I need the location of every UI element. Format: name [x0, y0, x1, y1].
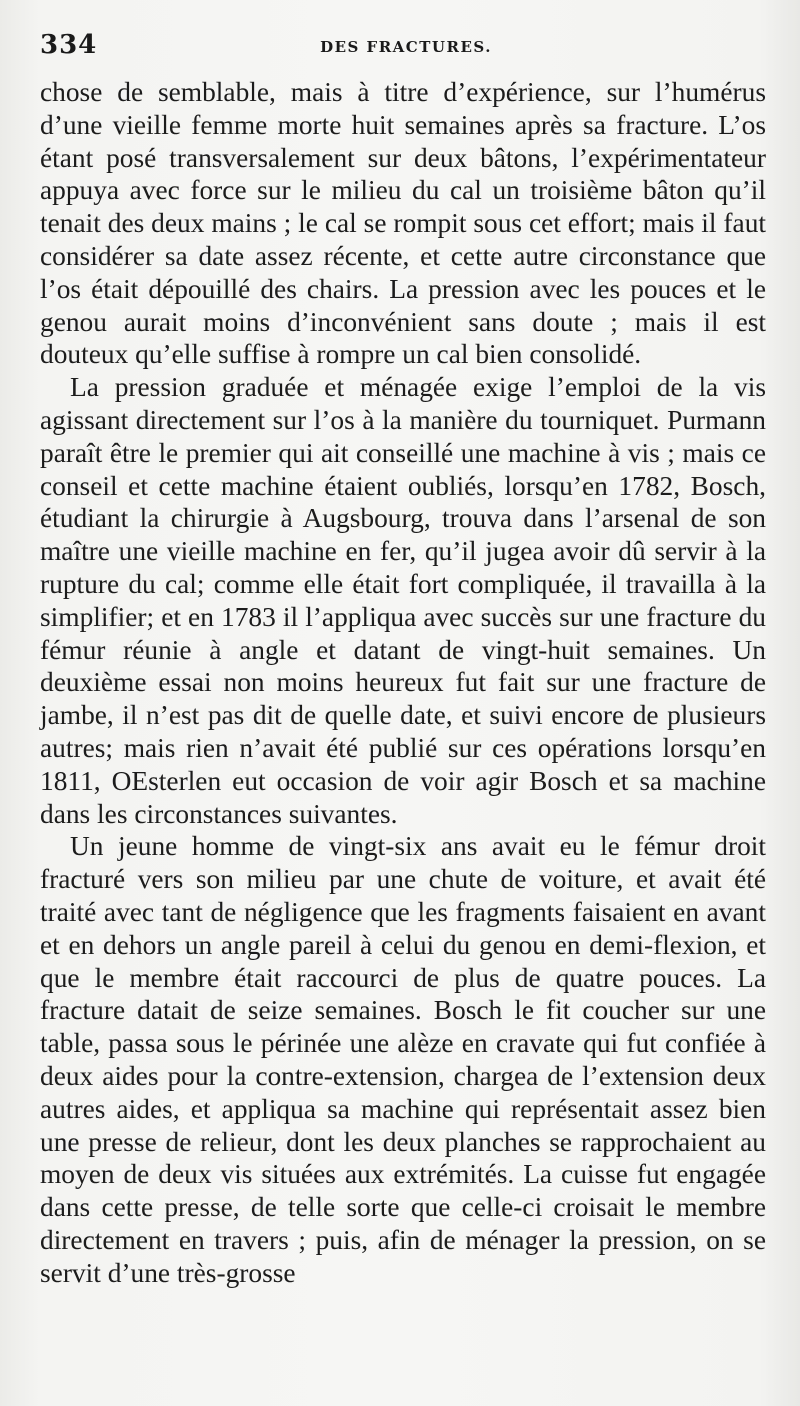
page-header [40, 30, 772, 60]
paragraph: La pression graduée et ménagée exige l’emploi de la vis agissant directement sur l’os à la manière du tourniquet. Purmann paraît être le premier qui ait conseillé une machine à vis ; mais ce conseil et cette machine étaient oubliés, lorsqu’en 1782, Bosch, étudiant la chirurgie à Augsbourg, trouva dans l’arsenal de son maître une vieille machine en fer, qu’il jugea avoir dû servir à la rupture du cal; comme elle était fort compliquée, il travailla à la simplifier; et en 1783 il l’appliqua avec succès sur une fracture du fémur réunie à angle et datant de vingt-huit semaines. Un deuxième essai non moins heureux fut fait sur une fracture de jambe, il n’est pas dit de quelle date, et suivi encore de plusieurs autres; mais rien n’avait été publié sur ces opérations lorsqu’en 1811, OEsterlen eut occasion de voir agir Bosch et sa machine dans les circonstances suivantes. [40, 372, 766, 829]
paragraph: chose de semblable, mais à titre d’expérience, sur l’humérus d’une vieille femme morte huit semaines après sa fracture. L’os étant posé transversalement sur deux bâtons, l’expérimentateur appuya avec force sur le milieu du cal un troisième bâton qu’il tenait des deux mains ; le cal se rompit sous cet effort; mais il faut considérer sa date assez récente, et cette autre circonstance que l’os était dépouillé des chairs. La pression avec les pouces et le genou aurait moins d’inconvénient sans doute ; mais il est douteux qu’elle suffise à rompre un cal bien consolidé. [40, 77, 766, 370]
paragraph: Un jeune homme de vingt-six ans avait eu le fémur droit fracturé vers son milieu par une chute de voiture, et avait été traité avec tant de négligence que les fragments faisaient en avant et en dehors un angle pareil à celui du genou en demi-flexion, et que le membre était raccourci de plus de quatre pouces. La fracture datait de seize semaines. Bosch le fit coucher sur une table, passa sous le périnée une alèze en cravate qui fut confiée à deux aides pour la contre-extension, chargea de l’extension deux autres aides, et appliqua sa machine qui représentait assez bien une presse de relieur, dont les deux planches se rapprochaient au moyen de deux vis situées aux extrémités. La cuisse fut engagée dans cette presse, de telle sorte que celle-ci croisait le membre directement en travers ; puis, afin de ménager la pression, on se servit d’une très-grosse [40, 831, 766, 1288]
page-number: 334 [40, 30, 98, 60]
running-head: DES FRACTURES. [320, 38, 492, 56]
body-text [40, 76, 766, 1289]
